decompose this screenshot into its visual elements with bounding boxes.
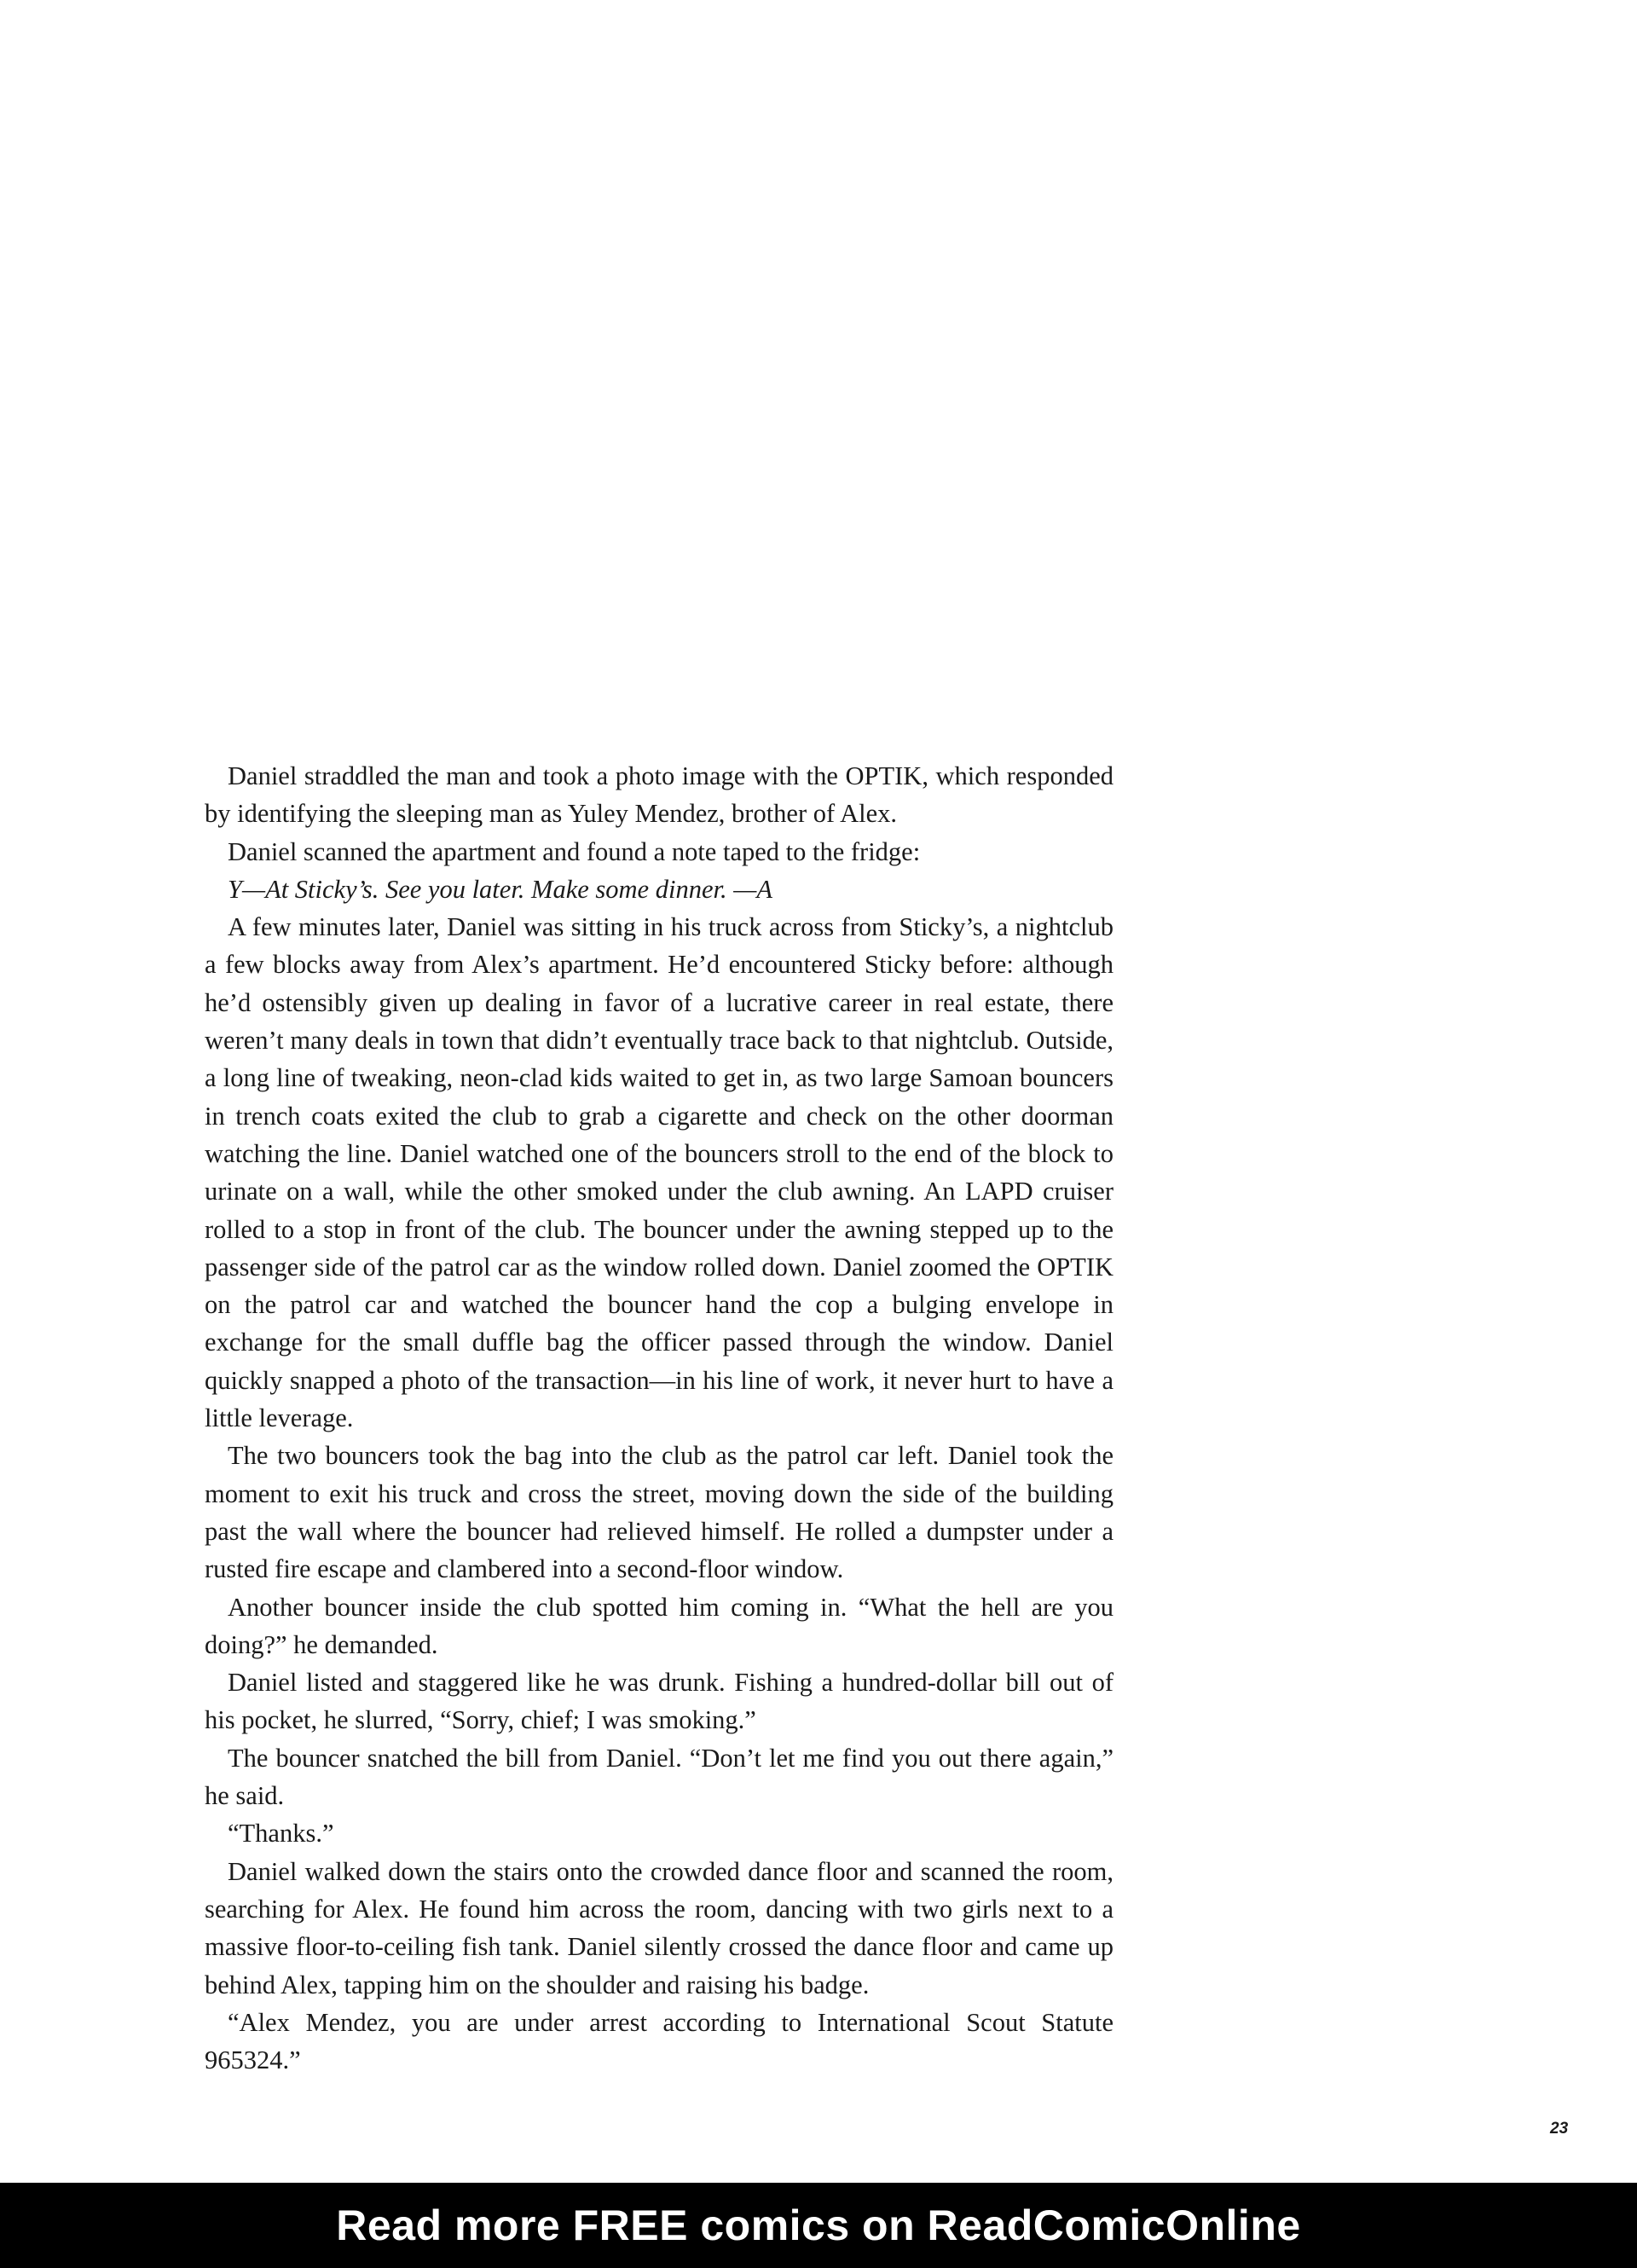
paragraph: Another bouncer inside the club spotted him coming in. “What the hell are you doing?” he demanded. [205, 1592, 1114, 1659]
paragraph: Daniel straddled the man and took a photo image with the OPTIK, which responded by identifying the sleeping man as Yuley Mendez, brother of Alex. [205, 761, 1114, 829]
paragraph: A few minutes later, Daniel was sitting in his truck across from Sticky’s, a nightclub a few blocks away from Alex’s apartment. He’d encountered Sticky before: although he’d ostensibly given up dealing in favor of a lucrative career in real estate, there weren’t many deals in town that didn’t eventually trace back to that nightclub. Outside, a long line of tweaking, neon-clad kids waited to get in, as two large Samoan bouncers in trench coats exited the club to grab a cigarette and check on the other doorman watching the line. Daniel watched one of the bouncers stroll to the end of the block to urinate on a wall, while the other smoked under the club awning. An LAPD cruiser rolled to a stop in front of the club. The bouncer under the awning stepped up to the passenger side of the patrol car as the window rolled down. Daniel zoomed the OPTIK on the patrol car and watched the bouncer hand the cop a bulging envelope in exchange for the small duffle bag the officer passed through the window. Daniel quickly snapped a photo of the transaction—in his line of work, it never hurt to have a little leverage. [205, 912, 1114, 1433]
paragraph: “Alex Mendez, you are under arrest according to International Scout Statute 965324.” [205, 2007, 1114, 2075]
story-text [205, 757, 1114, 2079]
fridge-note: Y—At Sticky’s. See you later. Make some dinner. —A [228, 874, 772, 904]
paragraph: “Thanks.” [228, 1819, 334, 1849]
page-number: 23 [1550, 2120, 1569, 2138]
paragraph: Daniel listed and staggered like he was drunk. Fishing a hundred-dollar bill out of his pocket, he slurred, “Sorry, chief; I was smoking.” [205, 1668, 1114, 1735]
paragraph: Daniel walked down the stairs onto the crowded dance floor and scanned the room, searching for Alex. He found him across the room, dancing with two girls next to a massive floor-to-ceiling fish tank. Daniel silently crossed the dance floor and came up behind Alex, tapping him on the shoulder and raising his badge. [205, 1856, 1114, 1999]
paragraph: Daniel scanned the apartment and found a note taped to the fridge: [228, 836, 921, 866]
paragraph: The bouncer snatched the bill from Daniel. “Don’t let me find you out there again,” he said. [205, 1743, 1114, 1811]
paragraph: The two bouncers took the bag into the club as the patrol car left. Daniel took the moment to exit his truck and cross the street, moving down the side of the building past the wall where the bouncer had relieved himself. He rolled a dumpster under a rusted fire escape and clambered into a second-floor window. [205, 1441, 1114, 1584]
promo-banner-link[interactable]: Read more FREE comics on ReadComicOnline [336, 2201, 1301, 2249]
promo-banner [0, 2183, 1637, 2268]
